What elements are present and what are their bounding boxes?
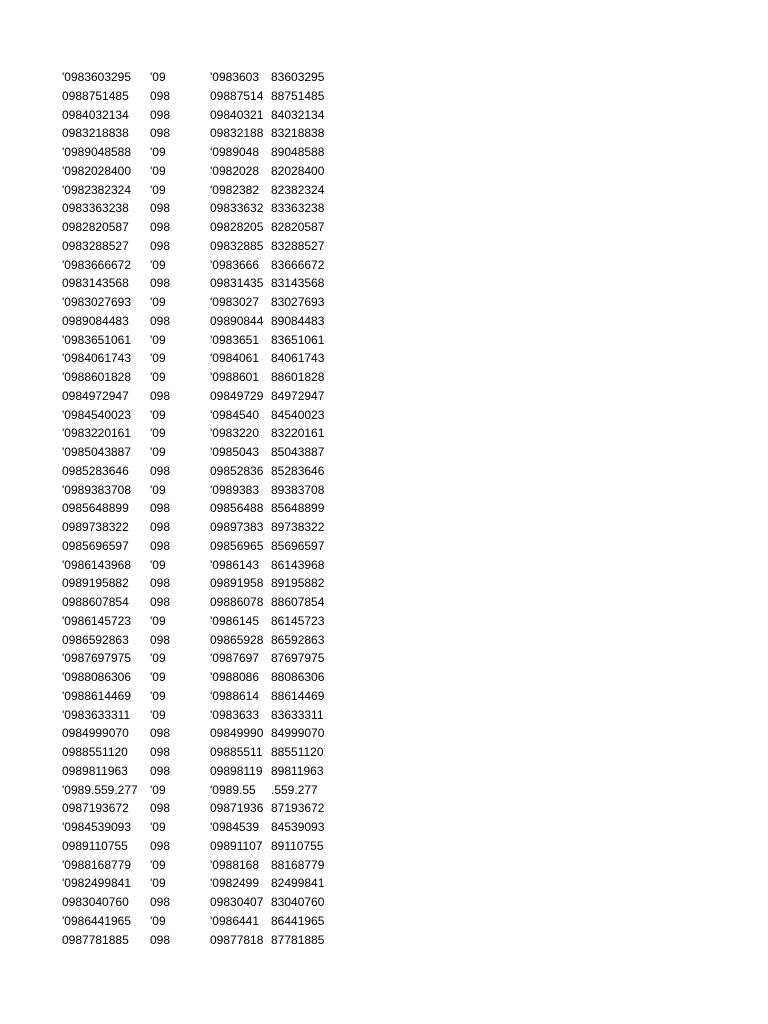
prefix-cell: '09 [150, 557, 166, 572]
prefix-cell: 098 [150, 276, 171, 291]
head-digits-cell: '0986441 [210, 913, 260, 928]
tail-digits-cell: 83603295 [271, 70, 325, 84]
tail-digits-cell: 86143968 [271, 557, 325, 572]
head-digits-cell: 09865928 [210, 632, 264, 647]
head-digits-cell: '0989048 [210, 145, 260, 159]
tail-digits-cell: 89195882 [271, 576, 325, 591]
full-number-cell: 0982820587 [62, 220, 129, 234]
full-number-cell: 0985648899 [62, 501, 129, 516]
full-number-cell: 0989738322 [62, 520, 129, 534]
head-digits-cell: 09840321 [210, 107, 264, 122]
tail-digits-cell: 84032134 [271, 107, 325, 122]
head-digits-cell: '0987697 [210, 651, 260, 666]
tail-digits-cell: .559.277 [271, 782, 318, 797]
prefix-cell: '09 [150, 332, 166, 347]
prefix-cell: '09 [150, 670, 166, 684]
full-number-cell: '0986143968 [62, 557, 132, 572]
head-digits-cell: '0984540 [210, 407, 260, 422]
head-digits-cell: 09871936 [210, 801, 264, 816]
full-number-cell: 0985696597 [62, 538, 129, 553]
prefix-cell: 098 [150, 126, 171, 141]
prefix-cell: '09 [150, 707, 166, 722]
tail-digits-cell: 87193672 [271, 801, 325, 816]
prefix-cell: '09 [150, 876, 166, 891]
tail-digits-cell: 89383708 [271, 482, 325, 497]
head-digits-cell: 09830407 [210, 895, 264, 909]
prefix-cell: 098 [150, 313, 171, 328]
prefix-cell: 098 [150, 726, 171, 741]
tail-digits-cell: 83633311 [271, 707, 324, 722]
full-number-cell: 0983040760 [62, 895, 129, 909]
prefix-cell: 098 [150, 838, 171, 853]
prefix-cell: 098 [150, 388, 171, 403]
tail-digits-cell: 82499841 [271, 876, 325, 891]
full-number-cell: 0983363238 [62, 201, 129, 216]
tail-digits-cell: 83666672 [271, 257, 325, 272]
prefix-cell: '09 [150, 613, 166, 628]
prefix-cell: '09 [150, 370, 166, 384]
tail-digits-cell: 84972947 [271, 388, 325, 403]
prefix-cell: '09 [150, 688, 166, 703]
tail-digits-cell: 83220161 [271, 426, 325, 441]
tail-digits-cell: 85043887 [271, 445, 325, 459]
full-number-cell: '0986441965 [62, 913, 132, 928]
head-digits-cell: 09890844 [210, 313, 264, 328]
prefix-cell: '09 [150, 295, 166, 309]
head-digits-cell: 09849990 [210, 726, 264, 741]
full-number-cell: '0984539093 [62, 820, 132, 834]
prefix-cell: '09 [150, 70, 166, 84]
head-digits-cell: '0988168 [210, 857, 260, 872]
head-digits-cell: '0985043 [210, 445, 260, 459]
prefix-cell: 098 [150, 801, 171, 816]
head-digits-cell: 09832188 [210, 126, 264, 141]
prefix-cell: '09 [150, 407, 166, 422]
head-digits-cell: '0983666 [210, 257, 260, 272]
tail-digits-cell: 88614469 [271, 688, 325, 703]
full-number-cell: '0988601828 [62, 370, 132, 384]
tail-digits-cell: 88086306 [271, 670, 325, 684]
full-number-cell: '0987697975 [62, 651, 132, 666]
tail-digits-cell: 87697975 [271, 651, 325, 666]
head-digits-cell: 09849729 [210, 388, 264, 403]
prefix-cell: 098 [150, 463, 171, 478]
prefix-cell: 098 [150, 932, 171, 947]
prefix-cell: '09 [150, 445, 166, 459]
tail-digits-cell: 88601828 [271, 370, 325, 384]
full-number-cell: 0986592863 [62, 632, 129, 647]
prefix-cell: 098 [150, 538, 171, 553]
prefix-cell: '09 [150, 163, 166, 178]
head-digits-cell: '0984061 [210, 351, 260, 366]
full-number-cell: 0984032134 [62, 107, 129, 122]
head-digits-cell: '0982499 [210, 876, 260, 891]
prefix-cell: 098 [150, 238, 171, 253]
head-digits-cell: '0989383 [210, 482, 260, 497]
full-number-cell: 0988751485 [62, 88, 129, 103]
head-digits-cell: '0983027 [210, 295, 260, 309]
tail-digits-cell: 83651061 [271, 332, 325, 347]
full-number-cell: '0988614469 [62, 688, 132, 703]
head-digits-cell: 09891107 [210, 838, 263, 853]
full-number-cell: '0985043887 [62, 445, 132, 459]
tail-digits-cell: 84539093 [271, 820, 325, 834]
prefix-cell: '09 [150, 351, 166, 366]
full-number-cell: '0982382324 [62, 182, 132, 197]
prefix-cell: 098 [150, 520, 171, 534]
full-number-cell: 0983143568 [62, 276, 129, 291]
tail-digits-cell: 85648899 [271, 501, 325, 516]
prefix-cell: 098 [150, 576, 171, 591]
prefix-cell: '09 [150, 145, 166, 159]
head-digits-cell: 09897383 [210, 520, 264, 534]
tail-digits-cell: 89738322 [271, 520, 325, 534]
head-digits-cell: 09831435 [210, 276, 264, 291]
full-number-cell: '0988086306 [62, 670, 132, 684]
prefix-cell: '09 [150, 857, 166, 872]
tail-digits-cell: 83040760 [271, 895, 325, 909]
tail-digits-cell: 88168779 [271, 857, 325, 872]
prefix-cell: 098 [150, 763, 171, 778]
tail-digits-cell: 89048588 [271, 145, 325, 159]
head-digits-cell: 09833632 [210, 201, 264, 216]
head-digits-cell: 09828205 [210, 220, 264, 234]
head-digits-cell: '0982028 [210, 163, 260, 178]
head-digits-cell: '0983603 [210, 70, 260, 84]
full-number-cell: 0985283646 [62, 463, 129, 478]
full-number-cell: 0984972947 [62, 388, 129, 403]
head-digits-cell: 09887514 [210, 88, 264, 103]
tail-digits-cell: 83363238 [271, 201, 325, 216]
full-number-cell: '0983633311 [62, 707, 131, 722]
head-digits-cell: 09856488 [210, 501, 264, 516]
tail-digits-cell: 87781885 [271, 932, 325, 947]
head-digits-cell: 09852836 [210, 463, 264, 478]
full-number-cell: '0984540023 [62, 407, 132, 422]
prefix-cell: 098 [150, 107, 171, 122]
head-digits-cell: '0983651 [210, 332, 260, 347]
full-number-cell: 0988607854 [62, 595, 129, 609]
full-number-cell: '0982028400 [62, 163, 132, 178]
tail-digits-cell: 84061743 [271, 351, 325, 366]
head-digits-cell: '0982382 [210, 182, 260, 197]
full-number-cell: 0989195882 [62, 576, 129, 591]
tail-digits-cell: 88751485 [271, 88, 325, 103]
full-number-cell: '0983027693 [62, 295, 132, 309]
full-number-cell: 0987193672 [62, 801, 129, 816]
head-digits-cell: '0984539 [210, 820, 260, 834]
tail-digits-cell: 88551120 [271, 745, 324, 759]
prefix-cell: '09 [150, 913, 166, 928]
prefix-cell: 098 [150, 895, 171, 909]
prefix-cell: 098 [150, 501, 171, 516]
full-number-cell: 0989811963 [62, 763, 128, 778]
tail-digits-cell: 83288527 [271, 238, 325, 253]
tail-digits-cell: 89110755 [271, 838, 324, 853]
tail-digits-cell: 89811963 [271, 763, 324, 778]
tail-digits-cell: 86441965 [271, 913, 325, 928]
prefix-cell: 098 [150, 201, 171, 216]
head-digits-cell: 09877818 [210, 932, 264, 947]
tail-digits-cell: 88607854 [271, 595, 325, 609]
full-number-cell: '0989383708 [62, 482, 132, 497]
prefix-cell: '09 [150, 782, 166, 797]
full-number-cell: 0989110755 [62, 838, 128, 853]
tail-digits-cell: 84540023 [271, 407, 325, 422]
prefix-cell: 098 [150, 745, 171, 759]
full-number-cell: '0989048588 [62, 145, 132, 159]
full-number-cell: '0983666672 [62, 257, 132, 272]
full-number-cell: 0984999070 [62, 726, 129, 741]
full-number-cell: '0983603295 [62, 70, 132, 84]
head-digits-cell: '0988086 [210, 670, 260, 684]
tail-digits-cell: 82028400 [271, 163, 325, 178]
tail-digits-cell: 83218838 [271, 126, 325, 141]
tail-digits-cell: 84999070 [271, 726, 325, 741]
tail-digits-cell: 83143568 [271, 276, 325, 291]
head-digits-cell: 09832885 [210, 238, 264, 253]
full-number-cell: 0983218838 [62, 126, 129, 141]
tail-digits-cell: 85696597 [271, 538, 325, 553]
head-digits-cell: '0986145 [210, 613, 260, 628]
head-digits-cell: 09891958 [210, 576, 264, 591]
tail-digits-cell: 83027693 [271, 295, 325, 309]
full-number-cell: 0987781885 [62, 932, 129, 947]
full-number-cell: '0983220161 [62, 426, 132, 441]
head-digits-cell: '0986143 [210, 557, 260, 572]
prefix-cell: '09 [150, 651, 166, 666]
prefix-cell: '09 [150, 426, 166, 441]
prefix-cell: 098 [150, 220, 171, 234]
tail-digits-cell: 86145723 [271, 613, 325, 628]
prefix-cell: 098 [150, 88, 171, 103]
full-number-cell: 0989084483 [62, 313, 129, 328]
full-number-cell: '0984061743 [62, 351, 132, 366]
full-number-cell: '0989.559.277 [62, 782, 138, 797]
head-digits-cell: '0988601 [210, 370, 260, 384]
tail-digits-cell: 89084483 [271, 313, 325, 328]
head-digits-cell: 09898119 [210, 763, 263, 778]
head-digits-cell: 09886078 [210, 595, 264, 609]
tail-digits-cell: 82382324 [271, 182, 325, 197]
prefix-cell: 098 [150, 595, 171, 609]
prefix-cell: 098 [150, 632, 171, 647]
head-digits-cell: '0988614 [210, 688, 260, 703]
prefix-cell: '09 [150, 820, 166, 834]
full-number-cell: 0983288527 [62, 238, 129, 253]
full-number-cell: '0988168779 [62, 857, 132, 872]
tail-digits-cell: 86592863 [271, 632, 325, 647]
head-digits-cell: 09885511 [210, 745, 263, 759]
head-digits-cell: '0983633 [210, 707, 260, 722]
full-number-cell: '0986145723 [62, 613, 132, 628]
full-number-cell: '0983651061 [62, 332, 132, 347]
head-digits-cell: '0989.55 [210, 782, 256, 797]
full-number-cell: '0982499841 [62, 876, 132, 891]
prefix-cell: '09 [150, 257, 166, 272]
head-digits-cell: '0983220 [210, 426, 260, 441]
prefix-cell: '09 [150, 182, 166, 197]
prefix-cell: '09 [150, 482, 166, 497]
head-digits-cell: 09856965 [210, 538, 264, 553]
full-number-cell: 0988551120 [62, 745, 128, 759]
tail-digits-cell: 82820587 [271, 220, 325, 234]
tail-digits-cell: 85283646 [271, 463, 325, 478]
